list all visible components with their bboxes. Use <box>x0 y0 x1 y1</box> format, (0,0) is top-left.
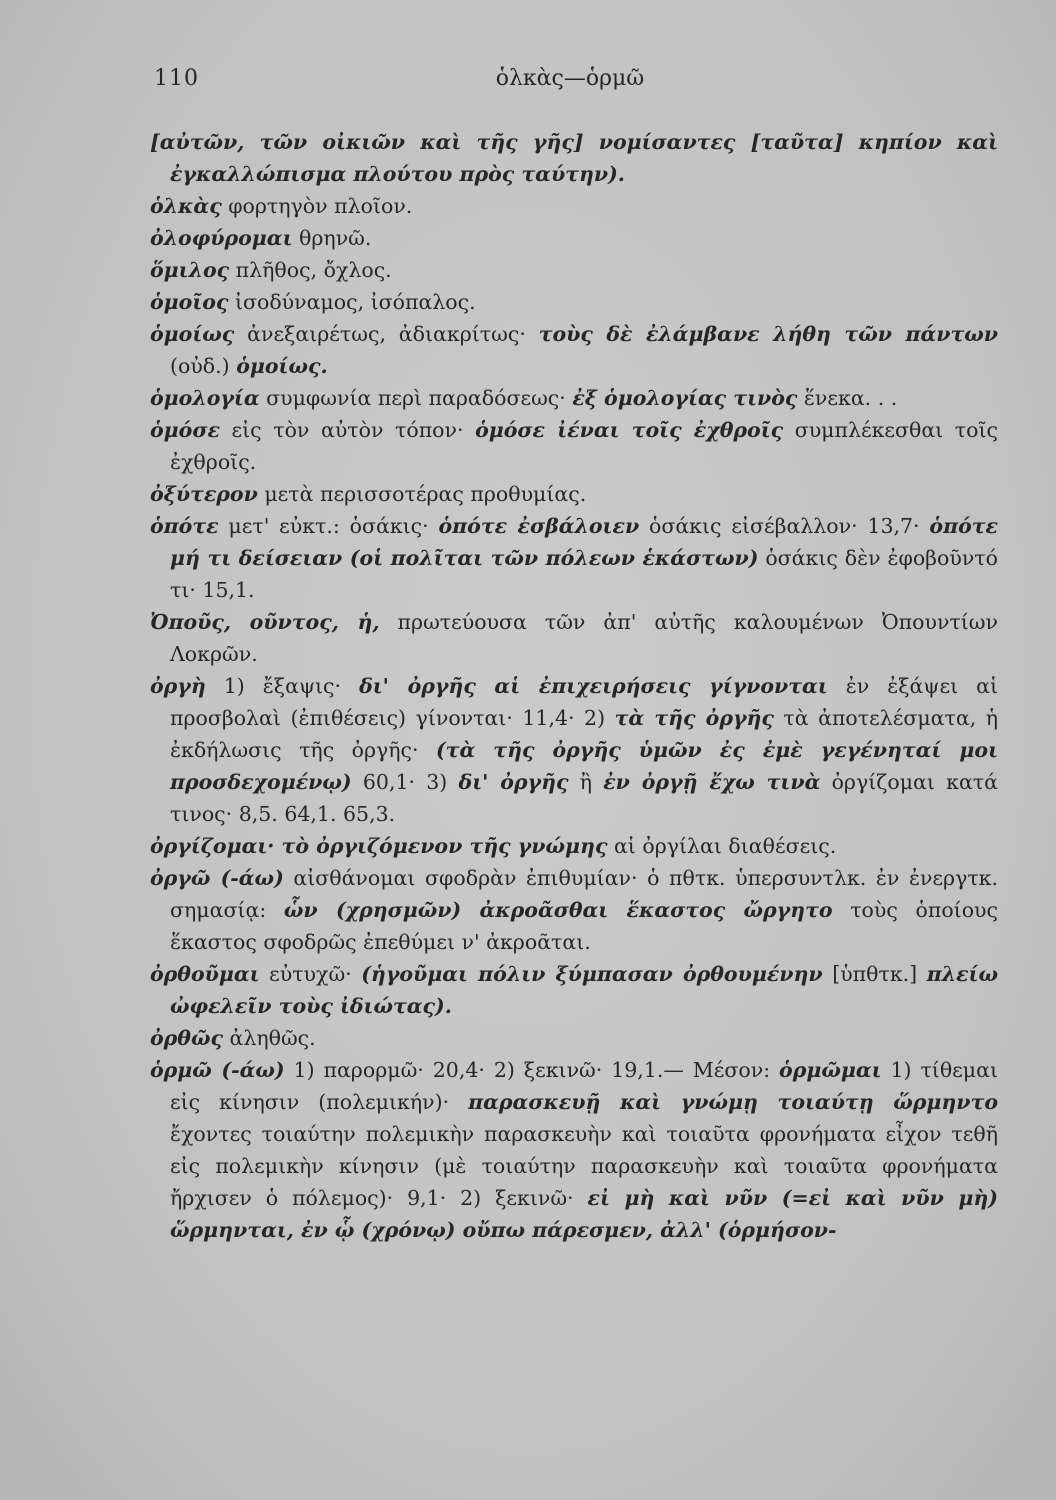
entry-lemma-text: ὁμόσε <box>150 418 220 442</box>
dictionary-entry <box>150 606 998 670</box>
entry-lemma-text: ἐξ ὁμολογίας τινὸς <box>572 386 798 410</box>
dictionary-entry <box>150 190 998 222</box>
entry-gloss-text: ὁσάκις εἰσέβαλλον· 13,7· <box>639 514 930 538</box>
dictionary-entry <box>150 958 998 1022</box>
entry-lemma-text: ὅμιλος <box>150 258 230 282</box>
entry-lemma-text: παρασκευῇ καὶ γνώμῃ τοιαύτῃ ὥρμηντο <box>468 1090 998 1114</box>
page-number: 110 <box>154 66 199 91</box>
entry-lemma-text: ὁμοίως <box>150 322 235 346</box>
dictionary-entry <box>150 830 998 862</box>
entry-lemma-text: ὁρμῶ (-άω) <box>150 1058 285 1082</box>
running-title: ὁλκὰς—ὁρμῶ <box>495 66 645 91</box>
entry-gloss-text: ἀληθῶς. <box>222 1026 316 1050</box>
entry-lemma-text: εἰ μὴ καὶ νῦν (=εἰ καὶ νῦν μὴ) ὥρμηνται, ἐν ᾧ (χρόνῳ) οὔπω πάρεσμεν, ἀλλ' (ὁρμήσον- <box>170 1186 998 1242</box>
entry-gloss-text: (οὐδ.) <box>170 354 237 378</box>
entry-gloss-text: ἢ <box>568 770 604 794</box>
entry-lemma-text: πλείω ὠφελεῖν τοὺς ἰδιώτας). <box>170 962 998 1018</box>
entry-lemma-text: ὀλοφύρομαι <box>150 226 293 250</box>
entry-lemma-text: ὁλκὰς <box>150 194 222 218</box>
entry-lemma-text: ὁπότε ἐσβάλοιεν <box>438 514 640 538</box>
entry-lemma-text: ὁπότε <box>150 514 219 538</box>
dictionary-entry <box>150 478 998 510</box>
entry-gloss-text: τοὺς ὁποίους ἕκαστος σφοδρῶς ἐπεθύμει ν' ἀκροᾶται. <box>170 898 998 954</box>
entry-gloss-text: ὀργίζομαι κατά τινος· 8,5. 64,1. 65,3. <box>170 770 998 826</box>
entry-gloss-text: αἱ ὀργίλαι διαθέσεις. <box>607 834 837 858</box>
dictionary-entry <box>150 670 998 830</box>
dictionary-entry <box>150 222 998 254</box>
entry-lemma-text: ὁμοῖος <box>150 290 229 314</box>
entry-lemma-text: (τὰ τῆς ὀργῆς ὑμῶν ἐς ἐμὲ γεγένηταί μοι προσδεχομένῳ) <box>170 738 998 794</box>
entry-lemma-text: ὁρμῶμαι <box>779 1058 882 1082</box>
dictionary-entry <box>150 254 998 286</box>
entry-gloss-text: αἰσθάνομαι σφοδρὰν ἐπιθυμίαν· ὁ πθτκ. ὑπερσυντλκ. ἐν ἐνεργτκ. σημασίᾳ: <box>170 866 999 922</box>
entry-gloss-text: ὁσάκις δὲν ἐφοβοῦντό τι· 15,1. <box>170 546 998 602</box>
dictionary-entry <box>150 126 998 190</box>
entry-gloss-text: θρηνῶ. <box>292 226 372 250</box>
entry-gloss-text: ἕνεκα. . . <box>797 386 898 410</box>
entry-lemma-text: ὁμολογία <box>150 386 260 410</box>
entry-gloss-text: 1) τίθεμαι εἰς κίνησιν (πολεμικήν)· <box>170 1058 999 1114</box>
entry-lemma-text: ὧν (χρησμῶν) ἀκροᾶσθαι ἕκαστος ὤργητο <box>283 898 833 922</box>
entry-gloss-text: ἰσοδύναμος, ἰσόπαλος. <box>228 290 476 314</box>
entry-gloss-text: πρωτεύουσα τῶν ἀπ' αὐτῆς καλουμένων Ὀπουντίων Λοκρῶν. <box>170 610 998 666</box>
entry-gloss-text: εὐτυχῶ· <box>259 962 362 986</box>
entry-gloss-text: τὰ ἀποτελέσματα, ἡ ἐκδήλωσις τῆς ὀργῆς· <box>170 706 999 762</box>
entry-gloss-text: φορτηγὸν πλοῖον. <box>221 194 413 218</box>
entry-lemma-text: (ἡγοῦμαι πόλιν ξύμπασαν ὀρθουμένην <box>361 962 823 986</box>
entry-gloss-text: συμπλέκεσθαι τοῖς ἐχθροῖς. <box>170 418 999 474</box>
page-header <box>150 66 990 98</box>
entry-lemma-text: ἐν ὀργῇ ἔχω τινὰ <box>603 770 821 794</box>
entry-lemma-text: ὀρθῶς <box>150 1026 223 1050</box>
entry-gloss-text: ἐν ἐξάψει αἱ προσβολαὶ (ἐπιθέσεις) γίνονται· 11,4· 2) <box>170 674 999 730</box>
entry-lemma-text: [αὐτῶν, τῶν οἰκιῶν καὶ τῆς γῆς] νομίσαντες [ταῦτα] κηπίον καὶ ἐγκαλλώπισμα πλούτου πρὸς ταύτην). <box>150 130 998 186</box>
entry-gloss-text: 60,1· 3) <box>351 770 459 794</box>
entry-gloss-text: συμφωνία περὶ παραδόσεως· <box>259 386 573 410</box>
entry-gloss-text: [ὑπθτκ.] <box>822 962 927 986</box>
entry-gloss-text: μετ' εὐκτ.: ὁσάκις· <box>218 514 439 538</box>
entry-gloss-text: εἰς τὸν αὐτὸν τόπον· <box>219 418 476 442</box>
entry-gloss-text: μετὰ περισσοτέρας προθυμίας. <box>257 482 587 506</box>
entry-gloss-text: 1) ἔξαψις· <box>205 674 360 698</box>
entry-lemma-text: ὁμοίως. <box>236 354 328 378</box>
entry-gloss-text: ἀνεξαιρέτως, ἀδιακρίτως· <box>234 322 539 346</box>
entry-lemma-text: δι' ὀργῆς αἱ ἐπιχειρήσεις γίγνονται <box>359 674 828 698</box>
entry-lemma-text: Ὀποῦς, οῦντος, ἡ, <box>150 610 380 634</box>
entry-gloss-text: πλῆθος, ὄχλος. <box>229 258 392 282</box>
entry-gloss-text: ἔχοντες τοιαύτην πολεμικὴν παρασκευὴν καὶ τοιαῦτα φρονήματα εἶχον τεθῆ εἰς πολεμικὴν κίνησιν (μὲ τοιαύτην παρασκευὴν καὶ τοιαῦτα φρονήματα ἤρχισεν ὁ πόλεμος)· 9,1· 2) ξεκινῶ· <box>170 1122 998 1210</box>
entry-lemma-text: τὰ τῆς ὀργῆς <box>614 706 774 730</box>
dictionary-entry <box>150 414 998 478</box>
dictionary-entry <box>150 318 998 382</box>
dictionary-entry <box>150 286 998 318</box>
entry-lemma-text: δι' ὀργῆς <box>458 770 569 794</box>
dictionary-entry <box>150 1054 998 1246</box>
dictionary-entry <box>150 510 998 606</box>
entry-lemma-text: ὀρθοῦμαι <box>150 962 260 986</box>
dictionary-entry <box>150 382 998 414</box>
entry-lemma-text: ὀργίζομαι· τὸ ὀργιζόμενον τῆς γνώμης <box>150 834 608 858</box>
entry-lemma-text: ὀργῶ (-άω) <box>150 866 284 890</box>
dictionary-entry <box>150 862 998 958</box>
dictionary-entry <box>150 1022 998 1054</box>
entry-lemma-text: ὁπότε μή τι δείσειαν (οἱ πολῖται τῶν πόλεων ἑκάστων) <box>170 514 998 570</box>
entry-lemma-text: τοὺς δὲ ἐλάμβανε λήθη τῶν πάντων <box>538 322 998 346</box>
entry-lemma-text: ὀργὴ <box>150 674 206 698</box>
dictionary-entries <box>150 126 998 1246</box>
entry-gloss-text: 1) παρορμῶ· 20,4· 2) ξεκινῶ· 19,1.— Μέσον: <box>284 1058 780 1082</box>
entry-lemma-text: ὁμόσε ἰέναι τοῖς ἐχθροῖς <box>475 418 784 442</box>
entry-lemma-text: ὀξύτερον <box>150 482 258 506</box>
